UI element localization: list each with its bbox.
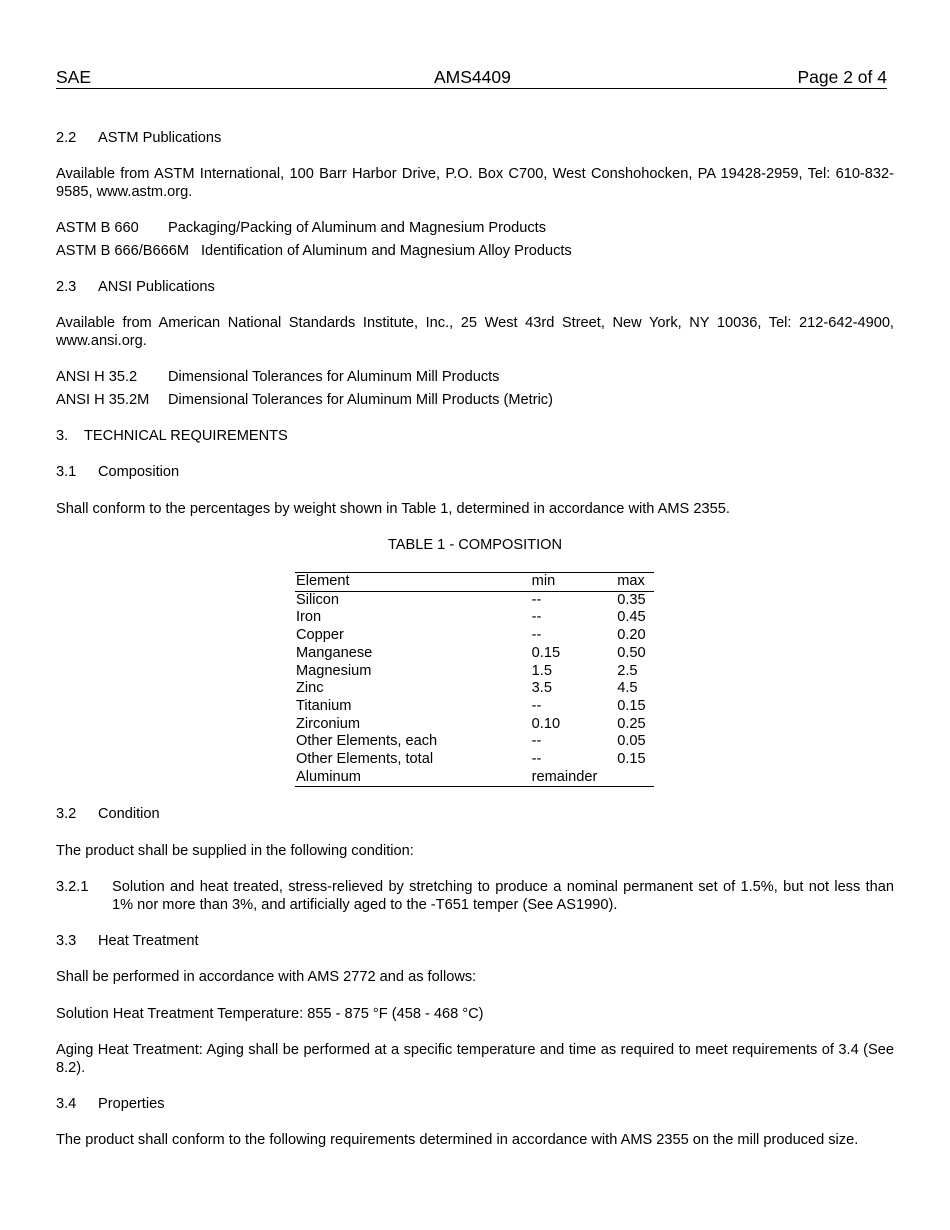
section-3-3-paragraph: Shall be performed in accordance with AMS 2772 and as follows: <box>56 969 477 985</box>
cell-max: 0.25 <box>617 715 646 732</box>
cell-element: Zirconium <box>296 715 361 732</box>
reference-astm-b660 <box>56 219 547 237</box>
section-3-4-heading <box>56 1095 165 1113</box>
reference-code: ANSI H 35.2M <box>56 392 150 408</box>
section-3-2-paragraph: The product shall be supplied in the following condition: <box>56 843 414 859</box>
table-header-row <box>295 573 654 592</box>
cell-element: Zinc <box>296 680 324 697</box>
section-number: 2.3 <box>56 279 77 295</box>
section-number: 3.3 <box>56 933 77 949</box>
section-title: Condition <box>98 806 160 822</box>
cell-min: 0.10 <box>531 715 561 732</box>
section-3-2-heading <box>56 805 160 823</box>
cell-element: Copper <box>296 627 344 644</box>
section-2-3-heading <box>56 278 215 296</box>
section-number: 2.2 <box>56 130 77 146</box>
reference-code: ASTM B 666/B666M <box>56 243 190 259</box>
section-title: ASTM Publications <box>98 130 222 146</box>
cell-element: Titanium <box>296 697 352 714</box>
cell-min: -- <box>531 751 542 768</box>
cell-max: 0.35 <box>617 591 646 608</box>
table-row <box>295 645 654 663</box>
cell-min: 1.5 <box>531 662 552 679</box>
section-3-1-paragraph: Shall conform to the percentages by weight shown in Table 1, determined in accordance with AMS 2355. <box>56 501 730 517</box>
composition-table <box>295 572 654 787</box>
page-header <box>56 66 887 89</box>
section-title: Composition <box>98 464 180 480</box>
section-title: Properties <box>98 1096 165 1112</box>
cell-max: 0.15 <box>617 751 646 768</box>
cell-element: Aluminum <box>295 769 531 787</box>
section-title: ANSI Publications <box>98 279 215 295</box>
reference-code: ASTM B 660 <box>56 220 139 236</box>
table-row <box>295 627 654 645</box>
cell-max <box>616 769 654 787</box>
reference-ansi-h35-2 <box>56 368 500 386</box>
cell-min: 0.15 <box>531 644 561 661</box>
section-2-2-heading <box>56 129 222 147</box>
table-row <box>295 769 654 787</box>
header-org: SAE <box>56 67 92 87</box>
section-number: 3.2 <box>56 806 77 822</box>
cell-min: 3.5 <box>531 680 552 697</box>
cell-min: -- <box>531 591 542 608</box>
column-header-max: max <box>616 573 654 592</box>
table-row <box>295 609 654 627</box>
cell-max: 2.5 <box>617 662 638 679</box>
cell-min: -- <box>531 609 542 626</box>
cell-element: Silicon <box>296 591 339 608</box>
reference-astm-b666 <box>56 242 572 260</box>
section-3-1-heading <box>56 463 180 481</box>
section-3-3-heading <box>56 932 199 950</box>
cell-max: 0.15 <box>617 697 646 714</box>
cell-max: 0.50 <box>617 644 646 661</box>
section-title: Heat Treatment <box>98 933 199 949</box>
section-title: TECHNICAL REQUIREMENTS <box>84 428 288 444</box>
solution-heat-treatment-line: Solution Heat Treatment Temperature: 855 - 875 °F (458 - 468 °C) <box>56 1006 484 1022</box>
table-row <box>295 680 654 698</box>
cell-max: 0.45 <box>617 609 646 626</box>
section-3-heading <box>56 427 288 445</box>
cell-element: Magnesium <box>296 662 372 679</box>
cell-min: -- <box>531 697 542 714</box>
section-3-4-paragraph: The product shall conform to the following requirements determined in accordance with AMS 2355 on the mill produced size. <box>56 1132 859 1148</box>
section-number: 3.4 <box>56 1096 77 1112</box>
section-2-3-paragraph: Available from American National Standards Institute, Inc., 25 West 43rd Street, New York, NY 10036, Tel: 212-642-4900, www.ansi.org. <box>56 315 894 349</box>
reference-code: ANSI H 35.2 <box>56 369 138 385</box>
cell-element: Manganese <box>296 644 373 661</box>
section-number: 3.2.1 <box>56 879 89 895</box>
table-row <box>295 716 654 734</box>
cell-max: 4.5 <box>617 680 638 697</box>
table-row <box>295 751 654 769</box>
cell-max: 0.20 <box>617 627 646 644</box>
cell-element: Other Elements, each <box>296 733 438 750</box>
reference-title: Dimensional Tolerances for Aluminum Mill Products (Metric) <box>168 392 553 408</box>
table-row <box>295 663 654 681</box>
cell-element: Other Elements, total <box>296 751 434 768</box>
cell-min: remainder <box>531 769 617 787</box>
section-number: 3. <box>56 428 69 444</box>
table-row <box>295 698 654 716</box>
column-header-element: Element <box>295 573 531 592</box>
cell-min: -- <box>531 627 542 644</box>
aging-heat-treatment-paragraph: Aging Heat Treatment: Aging shall be performed at a specific temperature and time as required to meet requirements of 3.4 (See 8.2). <box>56 1042 894 1076</box>
cell-min: -- <box>531 733 542 750</box>
reference-title: Dimensional Tolerances for Aluminum Mill Products <box>168 369 500 385</box>
reference-ansi-h35-2m <box>56 391 553 409</box>
reference-title: Identification of Aluminum and Magnesium Alloy Products <box>201 243 572 259</box>
column-header-min: min <box>531 573 617 592</box>
section-3-2-1 <box>56 878 894 914</box>
reference-title: Packaging/Packing of Aluminum and Magnesium Products <box>168 220 547 236</box>
header-page-number: Page 2 of 4 <box>797 67 887 87</box>
header-spec-number: AMS4409 <box>434 67 511 87</box>
table-row <box>295 733 654 751</box>
section-2-2-paragraph: Available from ASTM International, 100 Barr Harbor Drive, P.O. Box C700, West Conshohocken, PA 19428-2959, Tel: 610-832-9585, www.astm.org. <box>56 166 894 200</box>
section-number: 3.1 <box>56 464 77 480</box>
cell-element: Iron <box>296 609 322 626</box>
section-3-2-1-text: Solution and heat treated, stress-relieved by stretching to produce a nominal permanent set of 1.5%, but not less than 1% nor more than 3%, and artificially aged to the -T651 temper (See AS1990). <box>112 879 894 913</box>
table-caption: TABLE 1 - COMPOSITION <box>387 537 563 553</box>
table-row <box>295 591 654 609</box>
cell-max: 0.05 <box>617 733 646 750</box>
